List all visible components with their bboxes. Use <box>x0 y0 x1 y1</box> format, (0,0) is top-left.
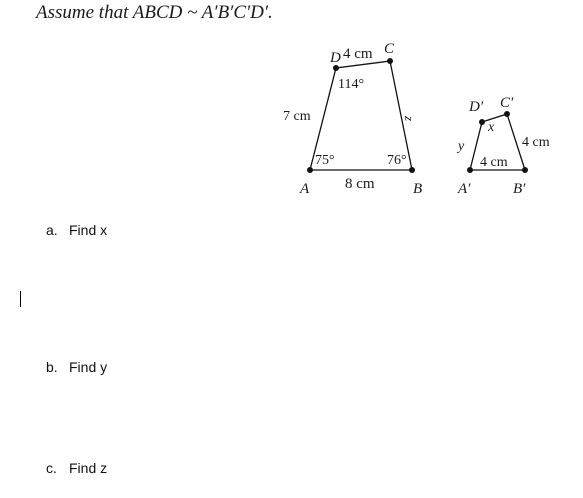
label-vertex-b-prime: B′ <box>513 181 526 197</box>
label-angle-d: 114° <box>338 77 365 92</box>
label-side-dc-prime: x <box>488 120 495 135</box>
vertex-a-dot <box>307 167 313 173</box>
question-c-text: Find z <box>69 460 108 476</box>
vertex-d-prime-dot <box>479 119 485 125</box>
label-side-bc-prime: 4 cm <box>522 135 550 150</box>
vertex-c-prime-dot <box>504 111 510 117</box>
question-a <box>46 222 107 238</box>
label-angle-a: 75° <box>315 153 335 168</box>
vertex-b-dot <box>409 167 415 173</box>
label-side-ab: 8 cm <box>345 176 375 192</box>
question-c-marker: c. <box>46 460 57 476</box>
label-side-dc: 4 cm <box>343 46 373 62</box>
label-vertex-a-prime: A′ <box>458 181 471 197</box>
label-side-ad: 7 cm <box>283 109 311 124</box>
question-a-text: Find x <box>69 222 108 238</box>
question-b-text: Find y <box>69 359 108 375</box>
label-side-ad-prime: y <box>458 139 465 154</box>
label-vertex-c: C <box>384 41 395 57</box>
question-b <box>46 359 107 375</box>
label-vertex-c-prime: C′ <box>500 95 514 111</box>
vertex-b-prime-dot <box>522 167 528 173</box>
label-side-bc: z <box>402 116 417 122</box>
vertex-c-dot <box>387 58 393 64</box>
label-vertex-b: B <box>413 181 423 197</box>
question-b-marker: b. <box>46 359 58 375</box>
label-angle-b: 76° <box>387 153 407 168</box>
question-c <box>46 460 107 476</box>
question-a-marker: a. <box>46 222 58 238</box>
label-side-ab-prime: 4 cm <box>480 155 508 170</box>
label-vertex-a: A <box>300 181 310 197</box>
text-cursor <box>20 291 21 307</box>
vertex-a-prime-dot <box>467 167 473 173</box>
problem-statement: Assume that ABCD ~ A′B′C′D′. <box>36 2 273 23</box>
label-vertex-d-prime: D′ <box>469 99 484 115</box>
similar-quadrilaterals-figure <box>0 0 583 220</box>
label-vertex-d: D <box>330 50 341 66</box>
